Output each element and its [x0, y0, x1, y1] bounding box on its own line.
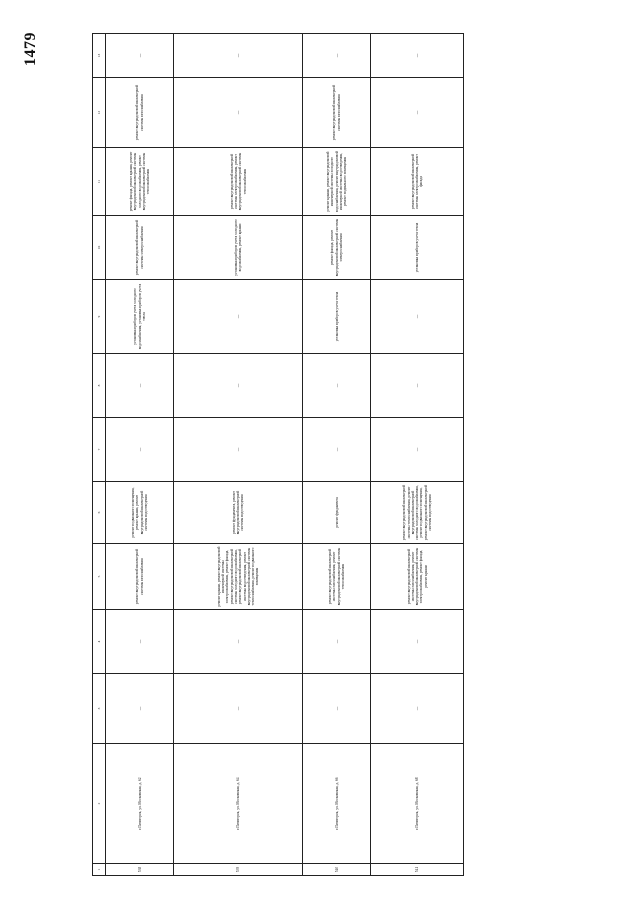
- column-number: 7: [93, 418, 106, 482]
- column-number: 10: [93, 216, 106, 280]
- column-number: 12: [93, 78, 106, 148]
- cell-col9: —: [371, 280, 464, 354]
- cell-col8: —: [106, 354, 174, 418]
- address-cell: г.Пятигорск, ул. Московская, д. 64: [174, 744, 303, 864]
- row-number: 540: [303, 864, 371, 876]
- row-number: 538: [106, 864, 174, 876]
- cell-col4: —: [106, 610, 174, 674]
- cell-col12: —: [174, 78, 303, 148]
- cell-col6: ремонт подвального помещения, ремонт крыши, ремонт внутридомовой инженерной системы водоотведения: [106, 482, 174, 544]
- cell-col5: ремонт внутридомовой инженерной системы газоснабжения: [106, 544, 174, 610]
- column-number: 13: [93, 34, 106, 78]
- cell-col13: —: [303, 34, 371, 78]
- column-number: 11: [93, 148, 106, 216]
- cell-col10: установка приборов учета тепла: [371, 216, 464, 280]
- cell-col7: —: [371, 418, 464, 482]
- cell-col4: —: [371, 610, 464, 674]
- column-number: 5: [93, 544, 106, 610]
- cell-col11: ремонт фасада, ремонт крыши, ремонт внутридомовой инженерной системы холодного водоснабжения, ремонт внутридомовой инженерной системы теплоснабжения: [106, 148, 174, 216]
- register-table-wrapper: [92, 34, 464, 876]
- cell-col3: —: [371, 674, 464, 744]
- cell-col4: —: [174, 610, 303, 674]
- address-cell: г.Пятигорск, ул. Московская, д. 68: [371, 744, 464, 864]
- address-cell: г.Пятигорск, ул. Московская, д. 66: [303, 744, 371, 864]
- cell-col8: —: [303, 354, 371, 418]
- cell-col5: ремонт внутридомовой инженерной системы газоснабжения, ремонт внутридомовой инженерной системы теплоснабжения: [303, 544, 371, 610]
- cell-col3: —: [303, 674, 371, 744]
- cell-col3: —: [106, 674, 174, 744]
- cell-col5: ремонт крыши, ремонт внутридомовой инженерной системы электроснабжения, ремонт фасада, ремонт внутридомовой инженерной системы холодного водоснабжения, ремонт внутридомовой инженерной системы водоотведения, ремонт внутридомовой инженерной системы теплоснабжения, ремонт подвального помещения: [174, 544, 303, 610]
- cell-col10: установка приборов учета холодного водоснабжения, ремонт крыши: [174, 216, 303, 280]
- column-number: 2: [93, 744, 106, 864]
- cell-col7: —: [174, 418, 303, 482]
- column-number: 3: [93, 674, 106, 744]
- cell-col11: ремонт внутридомовой инженерной системы электроснабжения, ремонт фасада: [371, 148, 464, 216]
- cell-col6: ремонт внутридомовой инженерной системы теплоснабжения, ремонт внутридомовой инженерной системы холодного водоснабжения, ремонт подвального помещения, ремонт внутридомовой инженерной системы водоотведения: [371, 482, 464, 544]
- cell-col12: ремонт внутридомовой инженерной системы газоснабжения: [303, 78, 371, 148]
- cell-col7: —: [303, 418, 371, 482]
- column-number: 8: [93, 354, 106, 418]
- cell-col9: установка приборов учета холодного водоснабжения, установка приборов учета тепла: [106, 280, 174, 354]
- column-number-row: [93, 34, 106, 876]
- address-cell: г.Пятигорск, ул. Московская, д. 62: [106, 744, 174, 864]
- column-number: 4: [93, 610, 106, 674]
- table-row: [303, 34, 371, 876]
- cell-col12: ремонт внутридомовой инженерной системы газоснабжения: [106, 78, 174, 148]
- cell-col6: ремонт фундамента, ремонт внутридомовой инженерной системы водоотведения: [174, 482, 303, 544]
- column-number: 9: [93, 280, 106, 354]
- cell-col11: ремонт внутридомовой инженерной системы электроснабжения, ремонт внутридомовой инженерной системы теплоснабжения: [174, 148, 303, 216]
- page-number: 1479: [22, 32, 39, 66]
- cell-col7: —: [106, 418, 174, 482]
- cell-col12: —: [371, 78, 464, 148]
- cell-col13: —: [371, 34, 464, 78]
- cell-col8: —: [174, 354, 303, 418]
- cell-col9: установка приборов учета тепла: [303, 280, 371, 354]
- row-number: 539: [174, 864, 303, 876]
- table-row: [371, 34, 464, 876]
- cell-col13: —: [106, 34, 174, 78]
- column-number: 6: [93, 482, 106, 544]
- cell-col5: ремонт внутридомовой инженерной системы газоснабжения, ремонт внутридомовой инженерной системы электроснабжения, ремонт фасада, ремонт крыши: [371, 544, 464, 610]
- cell-col4: —: [303, 610, 371, 674]
- table-row: [174, 34, 303, 876]
- cell-col6: ремонт фундамента: [303, 482, 371, 544]
- row-number: 541: [371, 864, 464, 876]
- cell-col10: ремонт внутридомовой инженерной системы электроснабжения: [106, 216, 174, 280]
- column-number: 1: [93, 864, 106, 876]
- cell-col3: —: [174, 674, 303, 744]
- table-row: [106, 34, 174, 876]
- register-table: [92, 33, 464, 876]
- cell-col8: —: [371, 354, 464, 418]
- cell-col10: ремонт фасада, ремонт внутридомовой инженерной системы электроснабжения: [303, 216, 371, 280]
- cell-col13: —: [174, 34, 303, 78]
- cell-col9: —: [174, 280, 303, 354]
- cell-col11: ремонт крыши, ремонт внутридомовой инженерной системы холодного водоснабжения, ремонт внутридомовой инженерной системы водоотведения, ремонт подвального помещения: [303, 148, 371, 216]
